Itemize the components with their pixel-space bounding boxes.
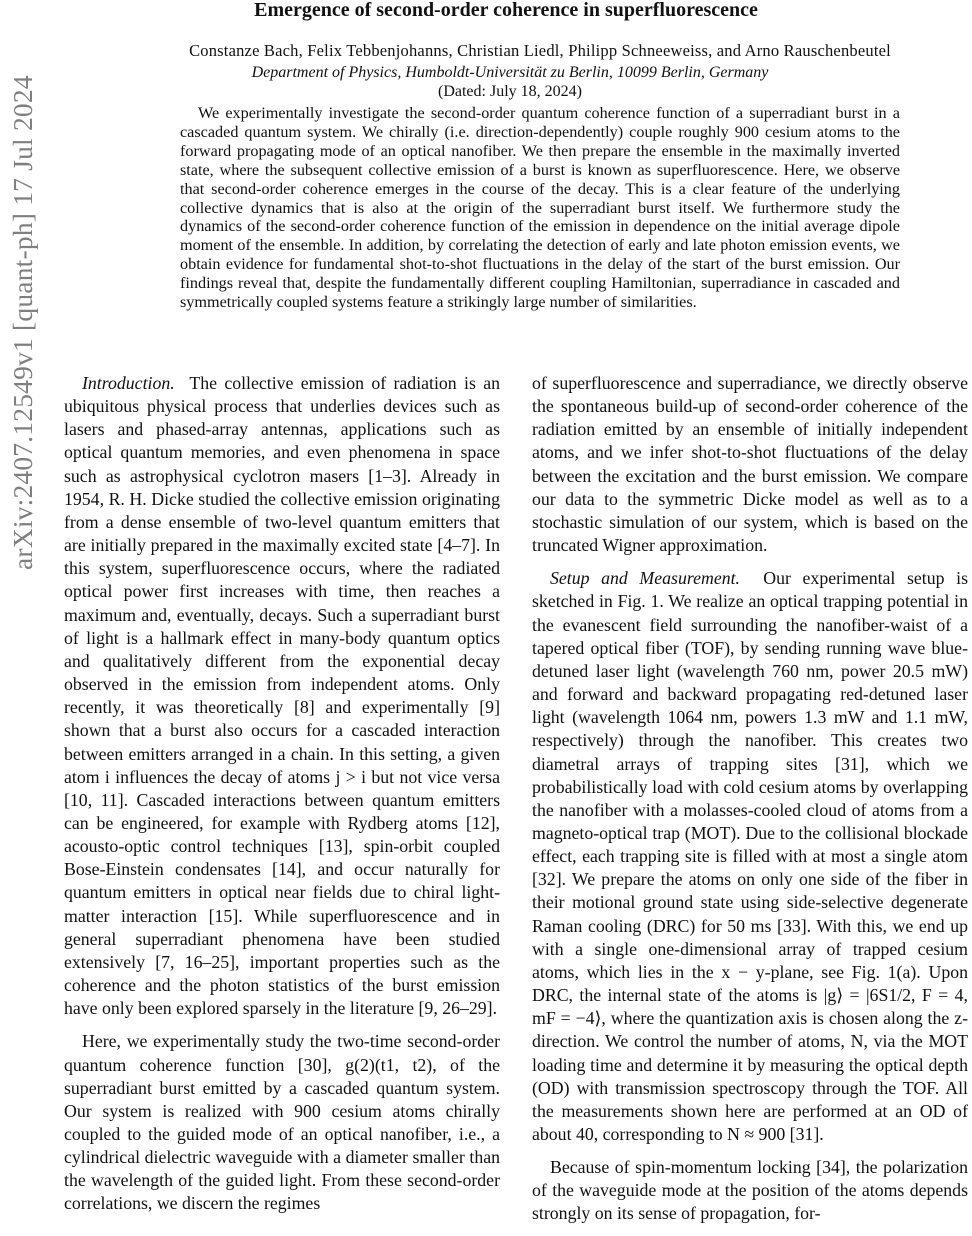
- setup-paragraph: [532, 567, 968, 1146]
- author-list: Constanze Bach, Felix Tebbenjohanns, Christian Liedl, Philipp Schneeweiss, and Arno Rauschenbeutel: [189, 41, 891, 60]
- affiliation: Department of Physics, Humboldt-Universität zu Berlin, 10099 Berlin, Germany: [251, 64, 769, 81]
- introduction-text: The collective emission of radiation is an ubiquitous physical process that underlies devices such as lasers and phased-array antennas, applications such as optical quantum memories, and even phenomena in space such as astrophysical cyclotron masers [1–3]. Already in 1954, R. H. Dicke studied the collective emission originating from a dense ensemble of two-level quantum emitters that are initially prepared in the maximally excited state [4–7]. In this system, superfluorescence occurs, where the radiated optical power first increases with time, then reaches a maximum and, eventually, decays. Such a superradiant burst of light is a hallmark effect in many-body quantum optics and qualitatively different from the exponential decay observed in the emission from independent atoms. Only recently, it was theoretically [8] and experimentally [9] shown that a burst also occurs for a cascaded interaction between emitters arranged in a chain. In this setting, a given atom i influences the decay of atoms j > i but not vice versa [10, 11]. Cascaded interactions between quantum emitters can be engineered, for example with Rydberg atoms [12], acousto-optic control techniques [13], spin-orbit coupled Bose-Einstein condensates [14], and occur naturally for quantum emitters in optical near fields due to chiral light-matter interaction [15]. While superfluorescence and in general superradiant phenomena have been studied extensively [7, 16–25], important properties such as the coherence and the photon statistics of the burst emission have only been explored sparsely in the literature [9, 26–29].: [64, 373, 500, 1019]
- arxiv-identifier-stamp: arXiv:2407.12549v1 [quant-ph] 17 Jul 2024: [7, 75, 38, 570]
- body-paragraph: Here, we experimentally study the two-time second-order quantum coherence function [30], g(2)(t1, t2), of the superradiant burst emitted by a cascaded quantum system. Our system is realized with 900 cesium atoms chirally coupled to the guided mode of an optical nanofiber, i.e., a cylindrical dielectric waveguide with a diameter smaller than the wavelength of the guided light. From these second-order correlations, we discern the regimes: [64, 1031, 500, 1214]
- abstract: We experimentally investigate the second-order quantum coherence function of a superradiant burst in a cascaded quantum system. We chirally (i.e. direction-dependently) couple roughly 900 cesium atoms to the forward propagating mode of an optical nanofiber. We then prepare the ensemble in the maximally inverted state, where the subsequent collective emission of a burst is known as superfluorescence. Here, we observe that second-order coherence emerges in the course of the decay. This is a clear feature of the underlying collective dynamics that is also at the origin of the superradiant burst itself. We furthermore study the dynamics of the second-order coherence function of the emission in dependence on the initial average dipole moment of the ensemble. In addition, by correlating the detection of early and late photon emission events, we obtain evidence for fundamental shot-to-shot fluctuations in the delay of the start of the burst emission. Our findings reveal that, despite the fundamentally different coupling Hamiltonian, superradiance in cascaded and symmetrically coupled systems feature a strikingly large number of similarities.: [180, 104, 900, 312]
- introduction-paragraph: [64, 372, 500, 1020]
- right-column: [532, 372, 968, 1236]
- introduction-heading: Introduction.: [82, 373, 175, 393]
- continued-paragraph: of superfluorescence and superradiance, we directly observe the spontaneous build-up of second-order coherence of the radiation emitted by an ensemble of initially independent atoms, and we infer shot-to-shot fluctuations of the delay between the excitation and the burst emission. We compare our data to the symmetric Dicke model as well as to a stochastic simulation of our system, which is based on the truncated Wigner approximation.: [532, 373, 968, 556]
- setup-heading: Setup and Measurement.: [550, 568, 740, 589]
- paper-title: Emergence of second-order coherence in superfluorescence: [254, 0, 758, 21]
- setup-text: Our experimental setup is sketched in Fig. 1. We realize an optical trapping potential in the evanescent field surrounding the nanofiber-waist of a tapered optical fiber (TOF), by sending running wave blue-detuned laser light (wavelength 760 nm, power 20.5 mW) and forward and backward propagating red-detuned laser light (wavelength 1064 nm, powers 1.3 mW and 1.1 mW, respectively) through the nanofiber. This creates two diametral arrays of trapping sites [31], which we probabilistically load with cold cesium atoms by overlapping the nanofiber with a molasses-cooled cloud of atoms from a magneto-optical trap (MOT). Due to the collisional blockade effect, each trapping site is filled with at most a single atom [32]. We prepare the atoms on only one side of the fiber in their motional ground state using side-selective degenerate Raman cooling (DRC) for 50 ms [33]. With this, we end up with a single one-dimensional array of trapped cesium atoms, which lies in the x − y-plane, see Fig. 1(a). Upon DRC, the internal state of the atoms is |g⟩ = |6S1/2, F = 4, mF = −4⟩, where the quantization axis is chosen along the z-direction. We control the number of atoms, N, via the MOT loading time and determine it by measuring the optical depth (OD) with transmission spectroscopy through the TOF. All the measurements shown here are performed at an OD of about 40, corresponding to N ≈ 900 [31].: [532, 568, 969, 1144]
- body-paragraph-polarization: Because of spin-momentum locking [34], the polarization of the waveguide mode at the position of the atoms depends strongly on its sense of propagation, for-: [532, 1157, 968, 1224]
- left-column: [64, 372, 500, 1226]
- date-line: (Dated: July 18, 2024): [438, 83, 582, 100]
